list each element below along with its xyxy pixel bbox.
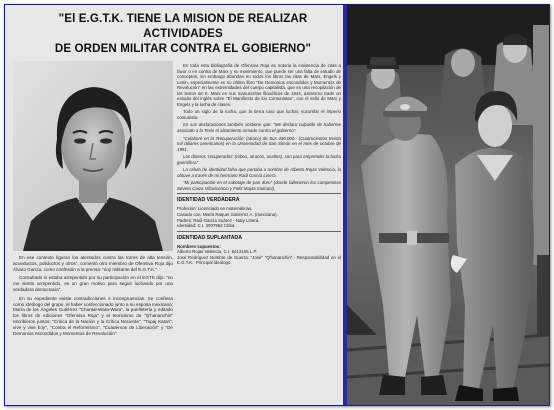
right-article-column (177, 63, 341, 266)
headline-line-1: "El E.G.T.K. TIENE LA MISION DE REALIZAR ACTIVIDADES (58, 12, 308, 40)
article-paragraph: Los dineros 'recuperados' (robos, atracos, asaltos), son para emprender la lucha guerrillera". (177, 154, 341, 165)
identity-section-title: IDENTIDAD VERDADERA (177, 197, 240, 204)
identity-line: Padres: Raúl García Suárez - Naty Linera. (177, 217, 260, 223)
article-paragraph: En toda esta bibliografía de Ofensiva Roja es notoria la insistencia de citas a favor o en contra de Marx y su movimiento, que puede ser una falta de estudio de conceptos, sin embargo abundan en todos los libros las citas de Marx, Engels y Lenin, especialmente en su último libro "De Demonios escondidos y Momentos de Revolución" en las extremidades del cuerpo capitalista, que es una recopilación de los textos de K. Marx en sus manuscritos filosóficos de 1844, asimismo trade un estudio del inglés sobre "El Manifiesto de los Comunistas", con el sello de Marx y Engels y la lucha de clases. (177, 63, 341, 107)
left-article-column (13, 255, 173, 339)
article-paragraph: En sus declaraciones también sostiene que: "Me declaro culpable de haberme asociado a la Tesis el alzamiento armado contra el gobierno". (177, 122, 341, 134)
newspaper-clipping (5, 5, 343, 405)
article-paragraph: "Colaboré en la 'Recuperación' (atraco) de Sus 430.000.- (Cuatrocientos treinta mil dólares americanos) en la Universidad de San Simón en el mes de octubre de 1991. (177, 135, 341, 152)
article-paragraph: En su expediente existe contradicciones e incongruencias. Se confiesa como ideólogo del grupo, el haber confeccionado junto a su esposa mexicana; María de los Ángeles Gutiérrez "Chantal-Wara-Wara", la panfletería y editado los libros de ediciones "Ofensiva Roja" y el teoricismo de "Q'hananchiri" escribieron juntos: "Crítica de la Nación y la Crítica Naciente", "Tupaj Katari", vive y vive hoy", "Contra el Reformismo", "Cuadernos de Liberación" y "De Demonios escondidos y Momentos de Revolución". (13, 295, 173, 336)
supplanted-section-title: IDENTIDAD SUPLANTADA (177, 234, 243, 241)
supplanted-line: José Rodríguez Nombre de Guerra: "José" "Q'hananchiri".- Responsabilidad en el E.G.T.K.: Principal ideólogo. (177, 254, 343, 266)
headline-line-2: DE ORDEN MILITAR CONTRA EL GOBIERNO" (54, 42, 312, 55)
identity-line: Identidad: C.I. 3007962 Cbba. (177, 223, 236, 229)
section-divider (177, 193, 341, 194)
article-paragraph: La célula de identidad falsa que portaba a nombre de Alberto Rojas Valencia, la obtuve a través de mi hermano Raúl García Linera. (177, 167, 341, 178)
portrait-photo (13, 61, 173, 251)
arrest-photo (347, 5, 549, 405)
section-divider (177, 231, 341, 232)
supplanted-line: Alberto Rojas Valencia, C.I. 6413165 L.P. (177, 249, 258, 255)
article-paragraph: Todo un siglo de la lucha, que la tierra tuvo que luchar, sucumbir el imperio comunista. (177, 109, 341, 120)
article-paragraph: En ese contexto figuran los atentados contra las torres de alta tensión, acueductos, poliductos y otros", comentó otro miembro de Ofensiva Roja dijo Álvaro García, como confesión a la prensa: "soy militante del E.G.T.K." (13, 255, 173, 272)
image-frame (4, 4, 550, 406)
supplanted-line: Nombres supuestos: (177, 243, 221, 249)
article-paragraph: "Mi participación en el sabotaje de pan duro" (donde fallecieron los campesinos Severo Caiza Villavicencio y Feliz Mayta mamani). (177, 180, 341, 191)
identity-line: Casado con: María Raquel Gutiérrez A. (mexicana). (177, 212, 278, 218)
headline (25, 11, 341, 56)
article-paragraph: Consultado si estaba arrepentido por su participación en el EGTK dijo: "no me siento arrepentido, es un gran motivo para seguir luchando por una verdadera democracia". (13, 275, 173, 292)
identity-line: Profesión: Licenciado en matemáticas. (177, 206, 253, 212)
